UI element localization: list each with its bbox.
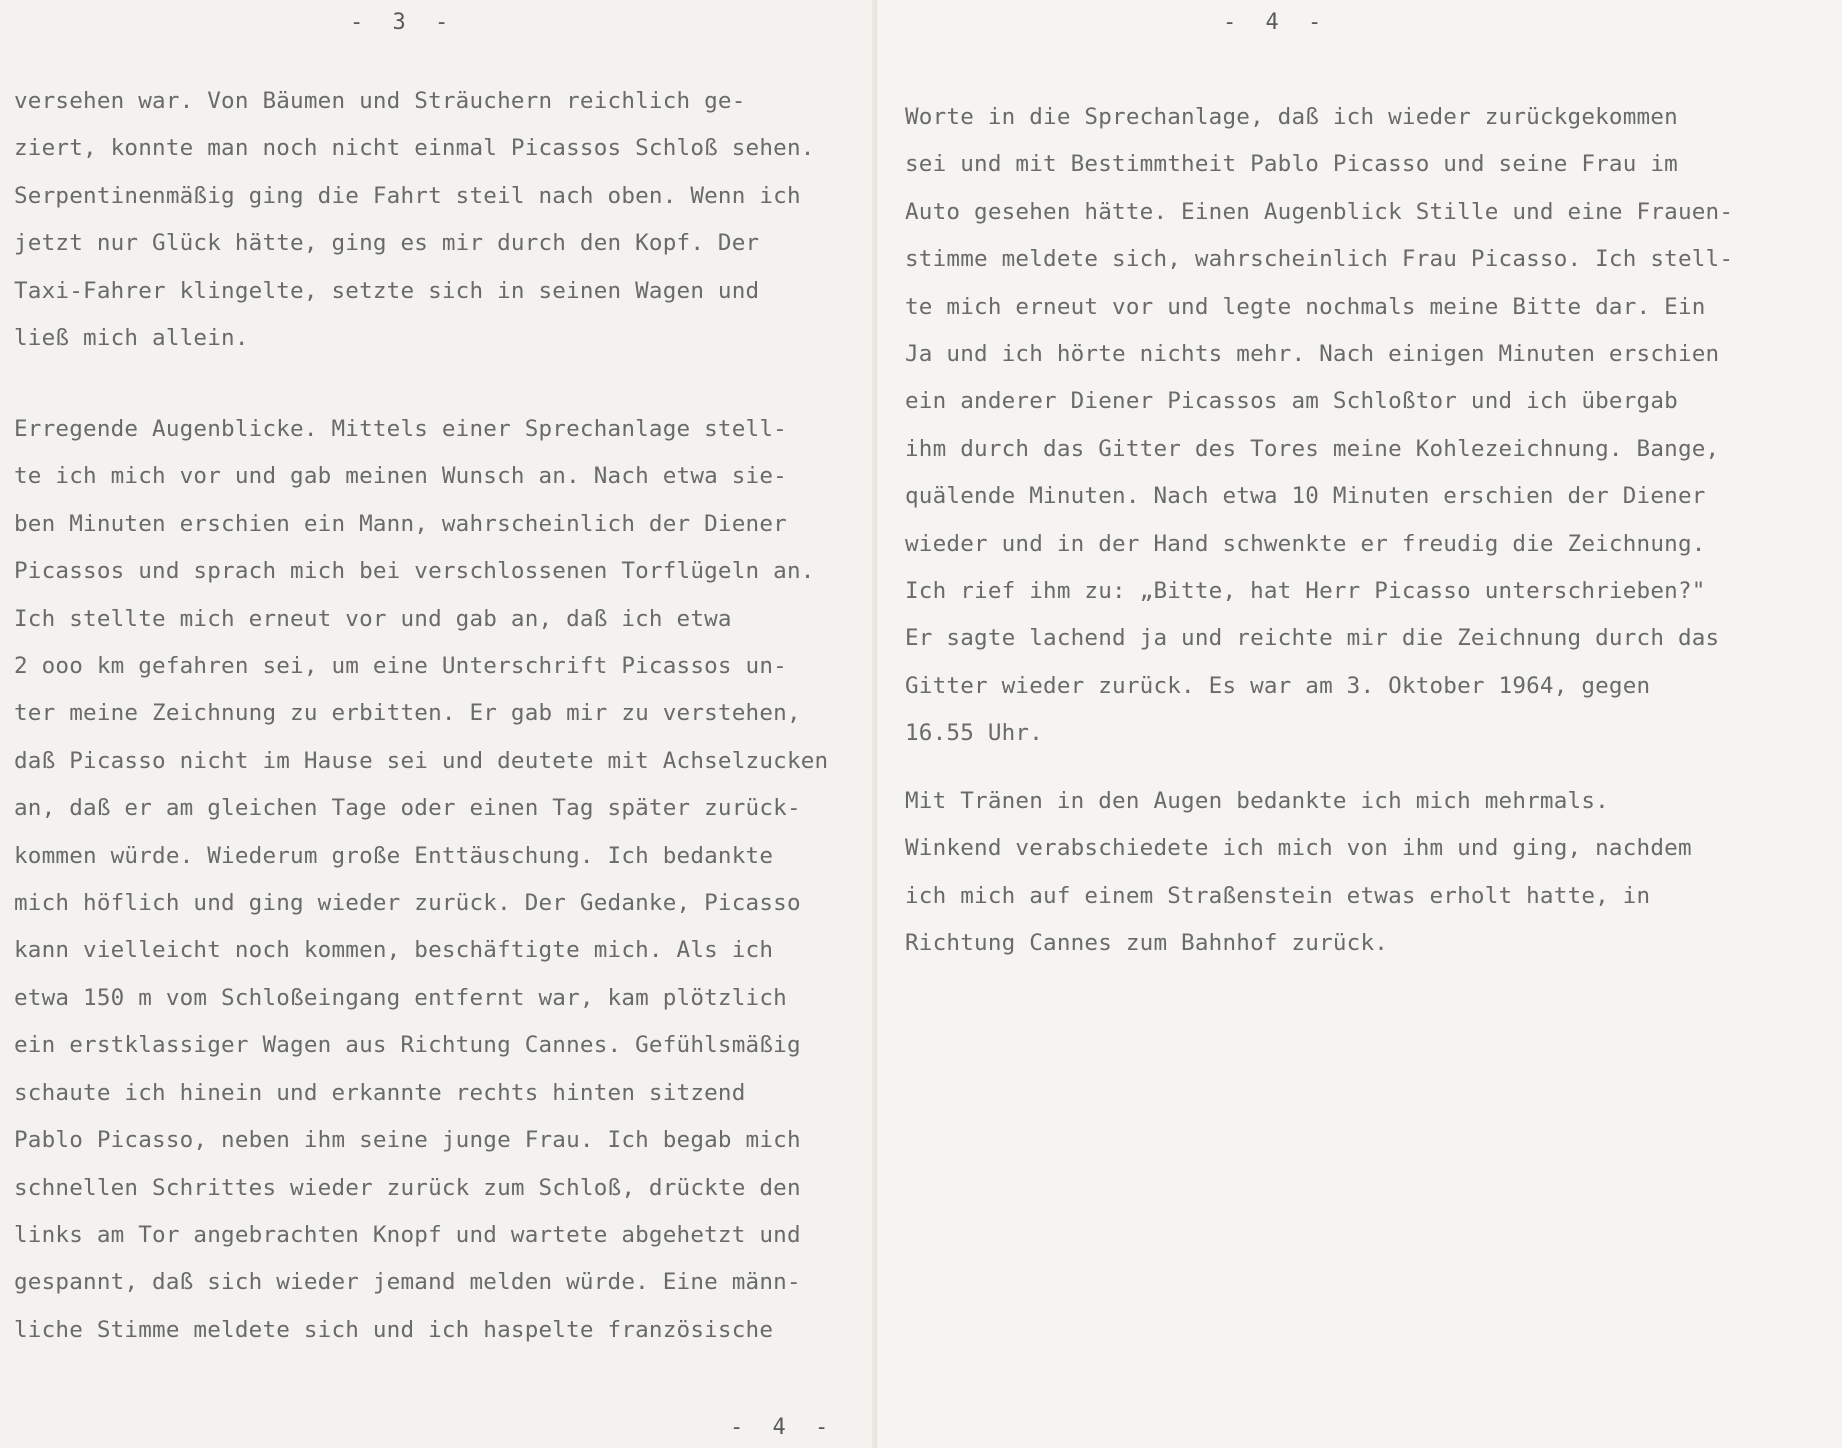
text-line: links am Tor angebrachten Knopf und wartete abgehetzt und (14, 1221, 801, 1248)
text-line: Mit Tränen in den Augen bedankte ich mich mehrmals. (905, 788, 1609, 814)
text-line: quälende Minuten. Nach etwa 10 Minuten erschien der Diener (905, 483, 1706, 510)
text-line: jetzt nur Glück hätte, ging es mir durch den Kopf. Der (14, 230, 760, 257)
text-line: sei und mit Bestimmtheit Pablo Picasso und seine Frau im (905, 151, 1678, 178)
text-line: 2 ooo km gefahren sei, um eine Unterschrift Picassos un- (14, 653, 787, 680)
text-line: kommen würde. Wiederum große Enttäuschung. Ich bedankte (14, 842, 774, 869)
text-line: Serpentinenmäßig ging die Fahrt steil nach oben. Wenn ich (14, 182, 801, 209)
text-line: ich mich auf einem Straßenstein etwas erholt hatte, in (905, 882, 1651, 909)
paragraph (905, 94, 1733, 758)
text-line: liche Stimme meldete sich und ich haspelte französische (14, 1316, 774, 1343)
text-line: schaute ich hinein und erkannte rechts hinten sitzend (14, 1079, 746, 1106)
text-line: Worte in die Sprechanlage, daß ich wieder zurückgekommen (905, 104, 1678, 130)
text-line: te ich mich vor und gab meinen Wunsch an. Nach etwa sie- (14, 463, 787, 490)
text-line: stimme meldete sich, wahrscheinlich Frau Picasso. Ich stell- (905, 246, 1734, 273)
text-line: wieder und in der Hand schwenkte er freudig die Zeichnung. (905, 530, 1706, 557)
text-line: te mich erneut vor und legte nochmals meine Bitte dar. Ein (905, 293, 1706, 320)
text-line: Ich rief ihm zu: „Bitte, hat Herr Picasso unterschrieben?" (905, 578, 1706, 605)
page-number-header: - 3 - (350, 10, 457, 35)
text-line: 16.55 Uhr. (905, 720, 1044, 747)
text-line: Er sagte lachend ja und reichte mir die Zeichnung durch das (905, 625, 1720, 652)
text-line: an, daß er am gleichen Tage oder einen Tag später zurück- (14, 795, 801, 822)
text-line: Auto gesehen hätte. Einen Augenblick Stille und eine Frauen- (905, 198, 1734, 225)
page-number-header: - 4 - (1223, 10, 1330, 35)
text-line: versehen war. Von Bäumen und Sträuchern reichlich ge- (14, 88, 746, 114)
text-line: Taxi-Fahrer klingelte, setzte sich in seinen Wagen und (14, 277, 760, 304)
text-line: ein anderer Diener Picassos am Schloßtor und ich übergab (905, 388, 1678, 415)
text-line: Winkend verabschiedete ich mich von ihm und ging, nachdem (905, 835, 1692, 862)
text-line: Richtung Cannes zum Bahnhof zurück. (905, 930, 1389, 957)
paragraph (14, 406, 828, 1354)
right-page (876, 0, 1842, 1448)
text-line: kann vielleicht noch kommen, beschäftigte mich. Als ich (14, 937, 774, 964)
left-page (0, 0, 872, 1448)
text-line: Gitter wieder zurück. Es war am 3. Oktober 1964, gegen (905, 672, 1651, 699)
text-line: daß Picasso nicht im Hause sei und deutete mit Achselzucken (14, 747, 829, 774)
text-line: Picassos und sprach mich bei verschlossenen Torflügeln an. (14, 558, 815, 585)
text-line: Pablo Picasso, neben ihm seine junge Frau. Ich begab mich (14, 1127, 801, 1154)
text-line: gespannt, daß sich wieder jemand melden würde. Eine männ- (14, 1269, 801, 1296)
text-line: Ja und ich hörte nichts mehr. Nach einigen Minuten erschien (905, 341, 1720, 368)
text-line: schnellen Schrittes wieder zurück zum Schloß, drückte den (14, 1174, 801, 1201)
text-line: mich höflich und ging wieder zurück. Der Gedanke, Picasso (14, 890, 801, 917)
text-line: ließ mich allein. (14, 325, 249, 352)
page-number-footer: - 4 - (730, 1415, 837, 1440)
text-line: Ich stellte mich erneut vor und gab an, daß ich etwa (14, 605, 732, 632)
text-line: ben Minuten erschien ein Mann, wahrscheinlich der Diener (14, 510, 787, 537)
text-line: ter meine Zeichnung zu erbitten. Er gab mir zu verstehen, (14, 700, 801, 727)
paragraph (905, 778, 1692, 968)
text-line: etwa 150 m vom Schloßeingang entfernt war, kam plötzlich (14, 984, 787, 1011)
text-line: ein erstklassiger Wagen aus Richtung Cannes. Gefühlsmäßig (14, 1032, 801, 1059)
text-line: Erregende Augenblicke. Mittels einer Sprechanlage stell- (14, 416, 787, 442)
paragraph (14, 78, 815, 362)
text-line: ziert, konnte man noch nicht einmal Picassos Schloß sehen. (14, 135, 815, 162)
text-line: ihm durch das Gitter des Tores meine Kohlezeichnung. Bange, (905, 435, 1720, 462)
